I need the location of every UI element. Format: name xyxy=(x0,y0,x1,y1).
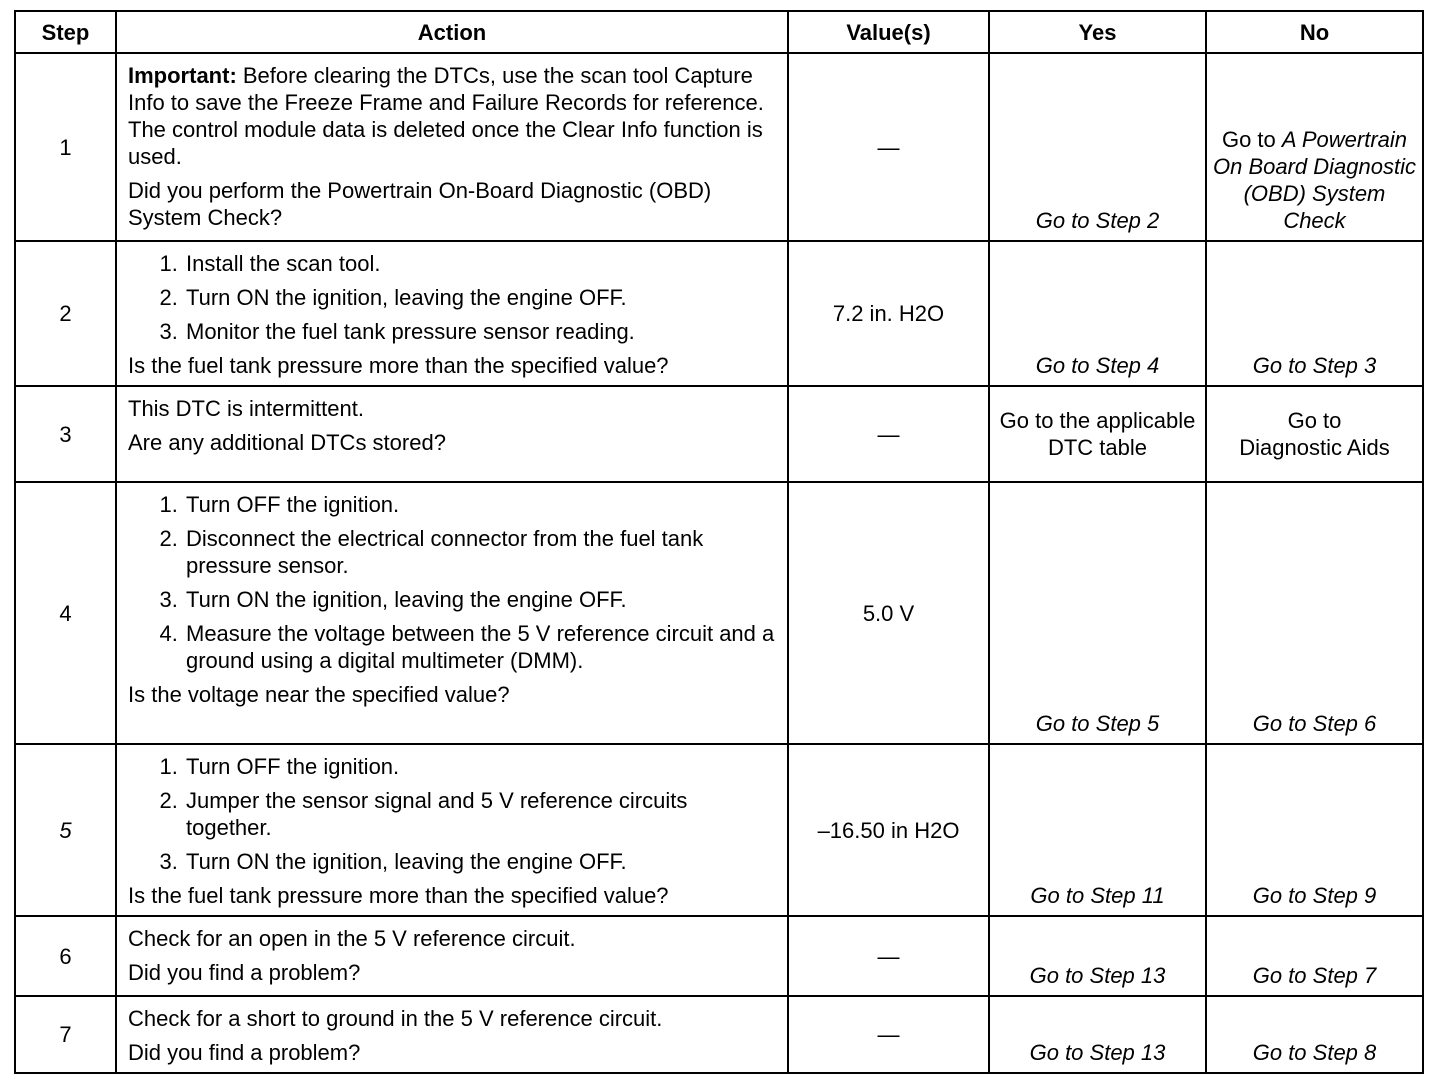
step-number: 1 xyxy=(15,53,116,241)
important-text: Before clearing the DTCs, use the scan tool Capture Info to save the Freeze Frame and Failure Records for reference. The control module data is deleted once the Clear Info function is used. xyxy=(128,63,764,169)
diagnostic-table xyxy=(14,10,1424,1074)
no-cell[interactable]: Go to Step 6 xyxy=(1206,482,1423,744)
action-question: Is the voltage near the specified value? xyxy=(128,682,510,707)
action-item: 4. Measure the voltage between the 5 V reference circuit and a ground using a digital multimeter (DMM). xyxy=(184,620,777,674)
yes-cell[interactable]: Go to Step 13 xyxy=(989,916,1206,996)
yes-cell[interactable]: Go to Step 13 xyxy=(989,996,1206,1073)
yes-cell[interactable]: Go to Step 4 xyxy=(989,241,1206,386)
step-number: 7 xyxy=(15,996,116,1073)
header-action: Action xyxy=(116,11,788,53)
no-cell[interactable] xyxy=(1206,53,1423,241)
value-cell: — xyxy=(788,386,989,482)
action-statement: Check for an open in the 5 V reference circuit. xyxy=(128,926,576,951)
action-cell xyxy=(116,744,788,916)
header-value: Value(s) xyxy=(788,11,989,53)
table-row-step-5 xyxy=(15,744,1423,916)
no-cell[interactable]: Go to Step 7 xyxy=(1206,916,1423,996)
action-cell xyxy=(116,482,788,744)
action-item: 2. Jumper the sensor signal and 5 V reference circuits together. xyxy=(184,787,777,841)
header-step: Step xyxy=(15,11,116,53)
action-item: 1. Install the scan tool. xyxy=(184,250,777,277)
action-item: 2. Disconnect the electrical connector from the fuel tank pressure sensor. xyxy=(184,525,777,579)
value-cell: 7.2 in. H2O xyxy=(788,241,989,386)
header-row xyxy=(15,11,1423,53)
step-number: 4 xyxy=(15,482,116,744)
action-question: Did you perform the Powertrain On-Board Diagnostic (OBD) System Check? xyxy=(128,178,712,230)
action-question: Is the fuel tank pressure more than the specified value? xyxy=(128,353,669,378)
value-cell: — xyxy=(788,916,989,996)
yes-cell[interactable]: Go to Step 11 xyxy=(989,744,1206,916)
yes-cell[interactable]: Go to Step 2 xyxy=(989,53,1206,241)
diagnostic-table-sheet xyxy=(14,10,1422,1074)
table-row-step-2 xyxy=(15,241,1423,386)
action-item: 3. Turn ON the ignition, leaving the engine OFF. xyxy=(184,586,777,613)
step-number: 3 xyxy=(15,386,116,482)
action-question: Did you find a problem? xyxy=(128,1040,361,1065)
table-row-step-1 xyxy=(15,53,1423,241)
action-cell xyxy=(116,386,788,482)
action-item: 2. Turn ON the ignition, leaving the engine OFF. xyxy=(184,284,777,311)
no-cell[interactable]: Go to Step 3 xyxy=(1206,241,1423,386)
header-no: No xyxy=(1206,11,1423,53)
action-question: Are any additional DTCs stored? xyxy=(128,430,446,455)
step-number: 5 xyxy=(15,744,116,916)
action-item: 1. Turn OFF the ignition. xyxy=(184,491,777,518)
important-label: Important: xyxy=(128,63,237,88)
header-yes: Yes xyxy=(989,11,1206,53)
table-row-step-4 xyxy=(15,482,1423,744)
no-link[interactable]: A Powertrain On Board Diagnostic (OBD) System Check xyxy=(1213,127,1416,233)
table-row-step-6 xyxy=(15,916,1423,996)
value-cell: 5.0 V xyxy=(788,482,989,744)
value-cell: — xyxy=(788,53,989,241)
action-statement: This DTC is intermittent. xyxy=(128,396,364,421)
no-cell[interactable]: Go to Step 8 xyxy=(1206,996,1423,1073)
important-note xyxy=(128,62,777,170)
yes-cell[interactable]: Go to the applicable DTC table xyxy=(989,386,1206,482)
value-cell: — xyxy=(788,996,989,1073)
action-item: 3. Turn ON the ignition, leaving the engine OFF. xyxy=(184,848,777,875)
no-cell[interactable] xyxy=(1206,386,1423,482)
no-prefix: Go to xyxy=(1287,408,1342,433)
no-link[interactable]: Diagnostic Aids xyxy=(1239,435,1390,460)
no-cell[interactable]: Go to Step 9 xyxy=(1206,744,1423,916)
action-list xyxy=(128,491,777,674)
action-cell xyxy=(116,996,788,1073)
step-number: 2 xyxy=(15,241,116,386)
action-item: 1. Turn OFF the ignition. xyxy=(184,753,777,780)
action-list xyxy=(128,250,777,345)
table-row-step-3 xyxy=(15,386,1423,482)
action-cell xyxy=(116,241,788,386)
no-prefix: Go to xyxy=(1221,127,1282,152)
action-question: Did you find a problem? xyxy=(128,960,361,985)
step-number: 6 xyxy=(15,916,116,996)
value-cell: –16.50 in H2O xyxy=(788,744,989,916)
yes-cell[interactable]: Go to Step 5 xyxy=(989,482,1206,744)
action-cell xyxy=(116,53,788,241)
action-statement: Check for a short to ground in the 5 V reference circuit. xyxy=(128,1006,663,1031)
action-question: Is the fuel tank pressure more than the specified value? xyxy=(128,883,669,908)
table-row-step-7 xyxy=(15,996,1423,1073)
action-item: 3. Monitor the fuel tank pressure sensor reading. xyxy=(184,318,777,345)
action-list xyxy=(128,753,777,875)
action-cell xyxy=(116,916,788,996)
